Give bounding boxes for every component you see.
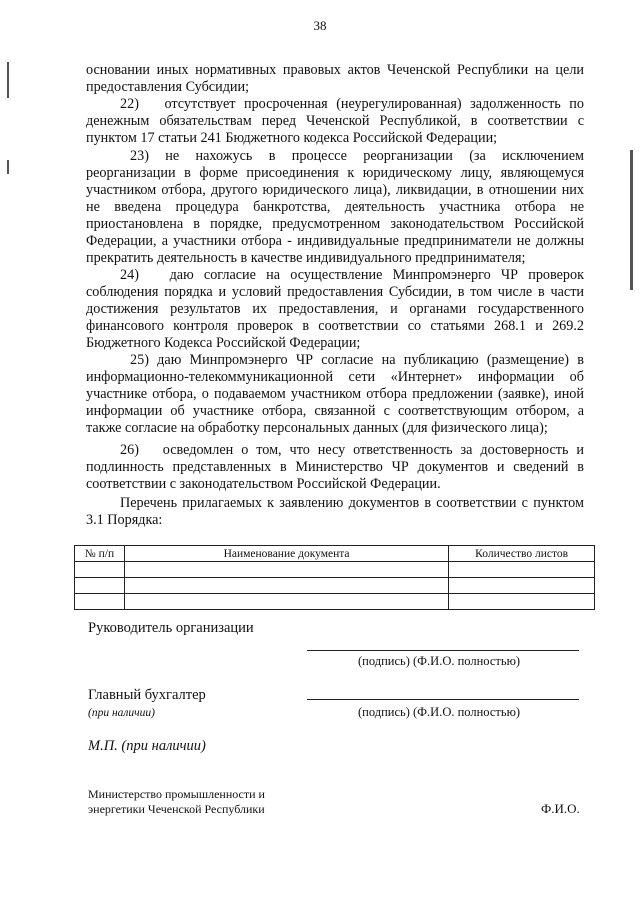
table-cell — [124, 594, 448, 610]
stamp-place-label: М.П. (при наличии) — [88, 738, 206, 754]
table-row — [75, 594, 595, 610]
margin-mark-1 — [7, 62, 9, 98]
ministry-name — [88, 787, 265, 816]
head-of-organization-label: Руководитель организации — [88, 620, 254, 636]
table-cell — [75, 562, 125, 578]
paragraph-25: 25) даю Минпромэнерго ЧР согласие на публикацию (размещение) в информационно-телекоммуникационной сети «Интернет» информации об участнике отбора, о подаваемом участником отбора предложении (заявке), иной информации об участнике отбора, связанной с соответствующим отбором, а также согласие на обработку персональных данных (для физического лица); — [86, 352, 584, 436]
table-cell — [75, 578, 125, 594]
column-header-number: № п/п — [75, 546, 125, 562]
table-cell — [449, 562, 595, 578]
ministry-name-line-1: Министерство промышленности и — [88, 787, 265, 801]
paragraph-22: 22) отсутствует просроченная (неурегулированная) задолженность по денежным обязательствам перед Чеченской Республикой, в соответствии с пунктом 17 статьи 241 Бюджетного кодекса Российской Федерации; — [86, 96, 584, 146]
margin-mark-3 — [630, 150, 633, 290]
column-header-document-name: Наименование документа — [124, 546, 448, 562]
page-number: 38 — [313, 18, 327, 33]
documents-table — [74, 545, 595, 610]
paragraph-continuation: основании иных нормативных правовых актов Чеченской Республики на цели предоставления Субсидии; — [86, 62, 584, 95]
table-cell — [449, 578, 595, 594]
accountant-signature-caption: (подпись) (Ф.И.О. полностью) — [358, 705, 521, 719]
head-signature-caption: (подпись) (Ф.И.О. полностью) — [358, 654, 521, 668]
table-cell — [75, 594, 125, 610]
accountant-signature-line — [307, 699, 579, 700]
chief-accountant-label: Главный бухгалтер — [88, 687, 206, 703]
margin-mark-2 — [7, 160, 9, 174]
paragraph-23: 23) не нахожусь в процессе реорганизации (за исключением реорганизации в форме присоединения к юридическому лицу, являющемуся участником отбора, другого юридического лица), ликвидации, в отношении них не введена процедура банкротства, деятельность участника отбора не приостановлена в порядке, предусмотренном законодательством Российской Федерации, а участники отбора - индивидуальные предприниматели не должны прекратить деятельность в качестве индивидуального предпринимателя; — [86, 148, 584, 266]
accountant-if-any-note: (при наличии) — [88, 707, 155, 719]
paragraph-document-list-intro: Перечень прилагаемых к заявлению документов в соответствии с пунктом 3.1 Порядка: — [86, 495, 584, 528]
table-header-row — [75, 546, 595, 562]
table-row — [75, 562, 595, 578]
head-signature-line — [307, 650, 579, 651]
table-cell — [124, 562, 448, 578]
table-cell — [124, 578, 448, 594]
table-row — [75, 578, 595, 594]
paragraph-26: 26) осведомлен о том, что несу ответственность за достоверность и подлинность представленных в Министерство ЧР документов и сведений в соответствии с законодательством Российской Федерации. — [86, 442, 584, 492]
paragraph-24: 24) даю согласие на осуществление Минпромэнерго ЧР проверок соблюдения порядка и условий предоставления Субсидии, в том числе в части достижения результатов их предоставления, и органами государственного финансового контроля проверок в соответствии со статьями 268.1 и 269.2 Бюджетного Кодекса Российской Федерации; — [86, 267, 584, 351]
column-header-sheet-count: Количество листов — [449, 546, 595, 562]
fio-label: Ф.И.О. — [541, 801, 580, 816]
ministry-name-line-2: энергетики Чеченской Республики — [88, 801, 265, 816]
table-cell — [449, 594, 595, 610]
